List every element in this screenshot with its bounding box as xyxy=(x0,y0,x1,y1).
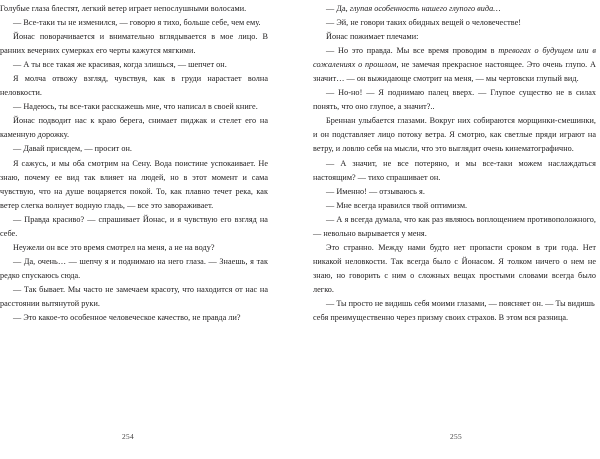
paragraph xyxy=(313,16,596,30)
paragraph xyxy=(313,185,596,199)
body-text: — А я всегда думала, что как раз являюсь воплощением противоположного, — невольно вырывается у меня. xyxy=(313,214,596,238)
paragraph xyxy=(0,16,268,30)
body-text: — Но это правда. Мы все время проводим в xyxy=(326,46,499,56)
body-text: , не замечая прекрасное настоящее. Это очень глупо. А значит… — он выжидающе смотрит на меня, — мы чертовски глупый вид. xyxy=(313,60,596,84)
body-text: — Надеюсь, ты все-таки расскажешь мне, что написал в своей книге. xyxy=(13,102,258,112)
body-text: — Эй, не говори таких обидных вещей о человечестве! xyxy=(326,18,522,28)
body-text: Я молча отвожу взгляд, чувствуя, как в груди нарастает волна неловкости. xyxy=(0,74,268,98)
paragraph xyxy=(0,213,268,241)
paragraph xyxy=(0,72,268,100)
page-number-left: 254 xyxy=(122,432,134,441)
paragraph xyxy=(313,199,596,213)
paragraph xyxy=(313,2,596,16)
body-text: Голубые глаза блестят, легкий ветер играет непослушными волосами. xyxy=(0,4,247,13)
paragraph xyxy=(0,311,268,325)
paragraph xyxy=(313,157,596,185)
paragraph xyxy=(0,2,268,16)
body-text: — Но-но! — Я поднимаю палец вверх. — Глупое существо не в силах понять, что оно глупое, а значит?.. xyxy=(313,88,596,112)
emphasis-text: глупая особенность нашего глупого вида… xyxy=(349,4,501,13)
paragraph xyxy=(0,58,268,72)
body-text: — Ты просто не видишь себя моими глазами, — поясняет он. — Ты видишь себя преимущественно через призму своих страхов. В этом вся разница. xyxy=(313,298,595,323)
paragraph xyxy=(0,241,268,255)
body-text: — Мне всегда нравился твой оптимизм. xyxy=(326,200,468,210)
paragraph xyxy=(313,44,596,86)
paragraph xyxy=(0,283,268,311)
body-text: — А значит, не все потеряно, и мы все-таки можем наслаждаться настоящим? — тихо спрашивает он. xyxy=(313,158,596,182)
paragraph xyxy=(0,100,268,114)
page-left xyxy=(0,0,270,459)
page-right xyxy=(313,0,598,459)
paragraph xyxy=(0,255,268,283)
body-text: — А ты все такая же красивая, когда злишься, — шепчет он. xyxy=(13,60,227,70)
body-text: — Правда красиво? — спрашивает Йонас, и я чувствую его взгляд на себе. xyxy=(0,214,268,238)
body-text: Йонас подводит нас к краю берега, снимает пиджак и стелет его на каменную дорожку. xyxy=(0,116,268,140)
body-text: Бреннан улыбается глазами. Вокруг них собираются морщинки-смешинки, и он подставляет лицо потоку ветра. Я смотрю, как светлые пряди играют на ветру, и ловлю себя на мысли, что это выглядит очень кинематографично. xyxy=(313,116,596,154)
page-number-right: 255 xyxy=(450,432,462,441)
paragraph xyxy=(0,114,268,142)
body-text: Йонас пожимает плечами: xyxy=(326,32,419,42)
paragraph xyxy=(313,213,596,241)
body-text: — Так бывает. Мы часто не замечаем красоту, что находится от нас на расстоянии вытянутой руки. xyxy=(0,284,268,308)
body-text: Неужели он все это время смотрел на меня, а не на воду? xyxy=(13,242,215,252)
paragraph xyxy=(0,142,268,156)
body-text: — Все-таки ты не изменился, — говорю я тихо, больше себе, чем ему. xyxy=(13,18,261,28)
paragraph xyxy=(0,30,268,58)
body-text: — Да, xyxy=(326,4,350,13)
page-right-textblock xyxy=(313,2,596,325)
paragraph xyxy=(313,241,596,297)
body-text: — Да, очень… — шепчу я и поднимаю на него глаза. — Знаешь, я так редко спускаюсь сюда. xyxy=(0,256,268,280)
body-text: — Именно! — отзываюсь я. xyxy=(326,186,425,196)
paragraph xyxy=(313,86,596,114)
paragraph xyxy=(313,114,596,156)
body-text: Йонас поворачивается и внимательно вглядывается в мое лицо. В ранних вечерних сумерках его черты кажутся мягкими. xyxy=(0,32,268,56)
body-text: Это странно. Между нами будто нет пропасти сроком в три года. Нет никакой неловкости. Так всегда было с Йонасом. Я толком ничего о нем не знаю, но говорить с ним о сложных вещах простыми словами всегда было легко. xyxy=(313,242,596,294)
body-text: — Это какое-то особенное человеческое качество, не правда ли? xyxy=(13,313,241,323)
paragraph xyxy=(0,157,268,213)
body-text: — Давай присядем, — просит он. xyxy=(13,144,132,154)
body-text: Я сажусь, и мы оба смотрим на Сену. Вода поистине успокаивает. Не знаю, почему ее вид так влияет на людей, но в этот момент и сама чувствую, что на душе воцаряется покой. То, как плавно течет река, как ветер слегка волнует водную гладь, — все это завораживает. xyxy=(0,158,268,210)
page-left-textblock xyxy=(0,2,268,325)
paragraph xyxy=(313,297,596,325)
emphasis-text: тревогах о будущем или в сожалениях о прошлом xyxy=(313,46,596,70)
paragraph xyxy=(313,30,596,44)
